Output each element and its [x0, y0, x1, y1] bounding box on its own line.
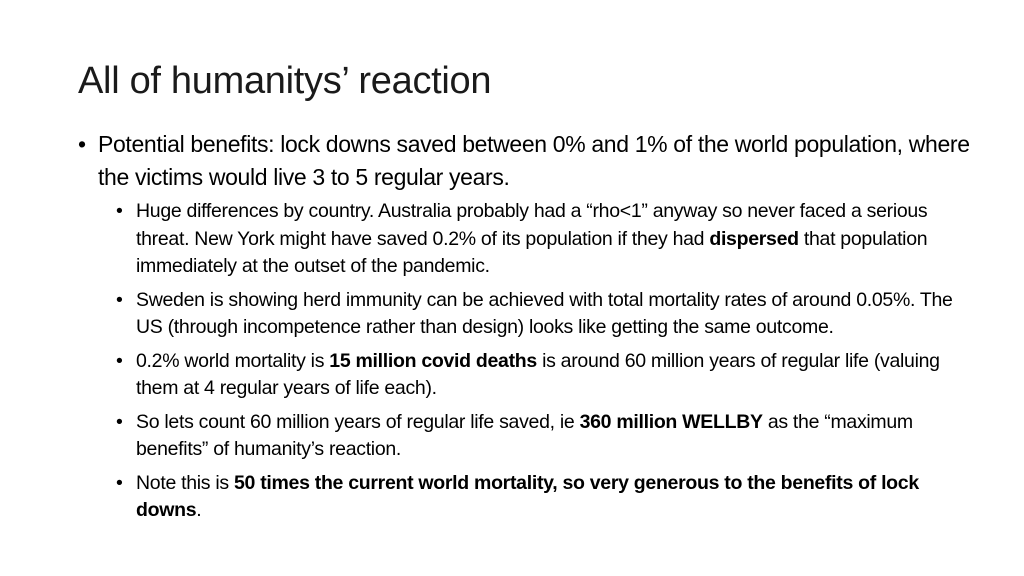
- sub-bullet-text: So lets count 60 million years of regular life saved, ie: [136, 410, 580, 433]
- sub-bullet-text-end: that population immediately at the outset of the pandemic.: [136, 227, 928, 277]
- bullet-marker: •: [116, 471, 123, 494]
- sub-bullet-text: Note this is: [136, 471, 234, 494]
- main-bullet-text: Potential benefits: lock downs saved between 0% and 1% of the world population, where the victims would live 3 to 5 regular years.: [98, 131, 970, 190]
- sub-bullet-5: [78, 470, 978, 525]
- bullet-marker: •: [116, 288, 123, 311]
- sub-bullet-emphasis: 50 times the current world mortality, so very generous to the benefits of lock downs: [136, 471, 919, 521]
- sub-bullet-text-end: as the “maximum benefits” of humanity’s reaction.: [136, 410, 913, 460]
- sub-bullet-3: [78, 348, 978, 403]
- sub-bullet-4: [78, 409, 978, 464]
- slide-title: All of humanitys’ reaction: [78, 60, 492, 102]
- sub-bullet-2: [78, 287, 978, 342]
- sub-bullet-text: Sweden is showing herd immunity can be achieved with total mortality rates of around 0.05%. The US (through incompetence rather than design) looks like getting the same outcome.: [136, 288, 953, 338]
- sub-bullet-text-end: .: [196, 499, 202, 521]
- bullet-marker: •: [78, 131, 86, 157]
- sub-bullet-list: [78, 198, 978, 525]
- main-bullet: [78, 128, 978, 194]
- sub-bullet-1: [78, 198, 978, 281]
- sub-bullet-text-end: is around 60 million years of regular life (valuing them at 4 regular years of life each).: [136, 349, 940, 399]
- slide-body: [78, 128, 978, 531]
- sub-bullet-emphasis: 15 million covid deaths: [329, 349, 537, 372]
- sub-bullet-text: 0.2% world mortality is: [136, 349, 330, 372]
- sub-bullet-emphasis: 360 million WELLBY: [579, 410, 763, 433]
- bullet-marker: •: [116, 200, 123, 222]
- bullet-marker: •: [116, 349, 123, 372]
- bullet-marker: •: [116, 410, 123, 433]
- sub-bullet-emphasis: dispersed: [709, 227, 799, 250]
- sub-bullet-text: Huge differences by country. Australia probably had a “rho<1” anyway so never faced a serious threat. New York might have saved 0.2% of its population if they had: [136, 200, 928, 250]
